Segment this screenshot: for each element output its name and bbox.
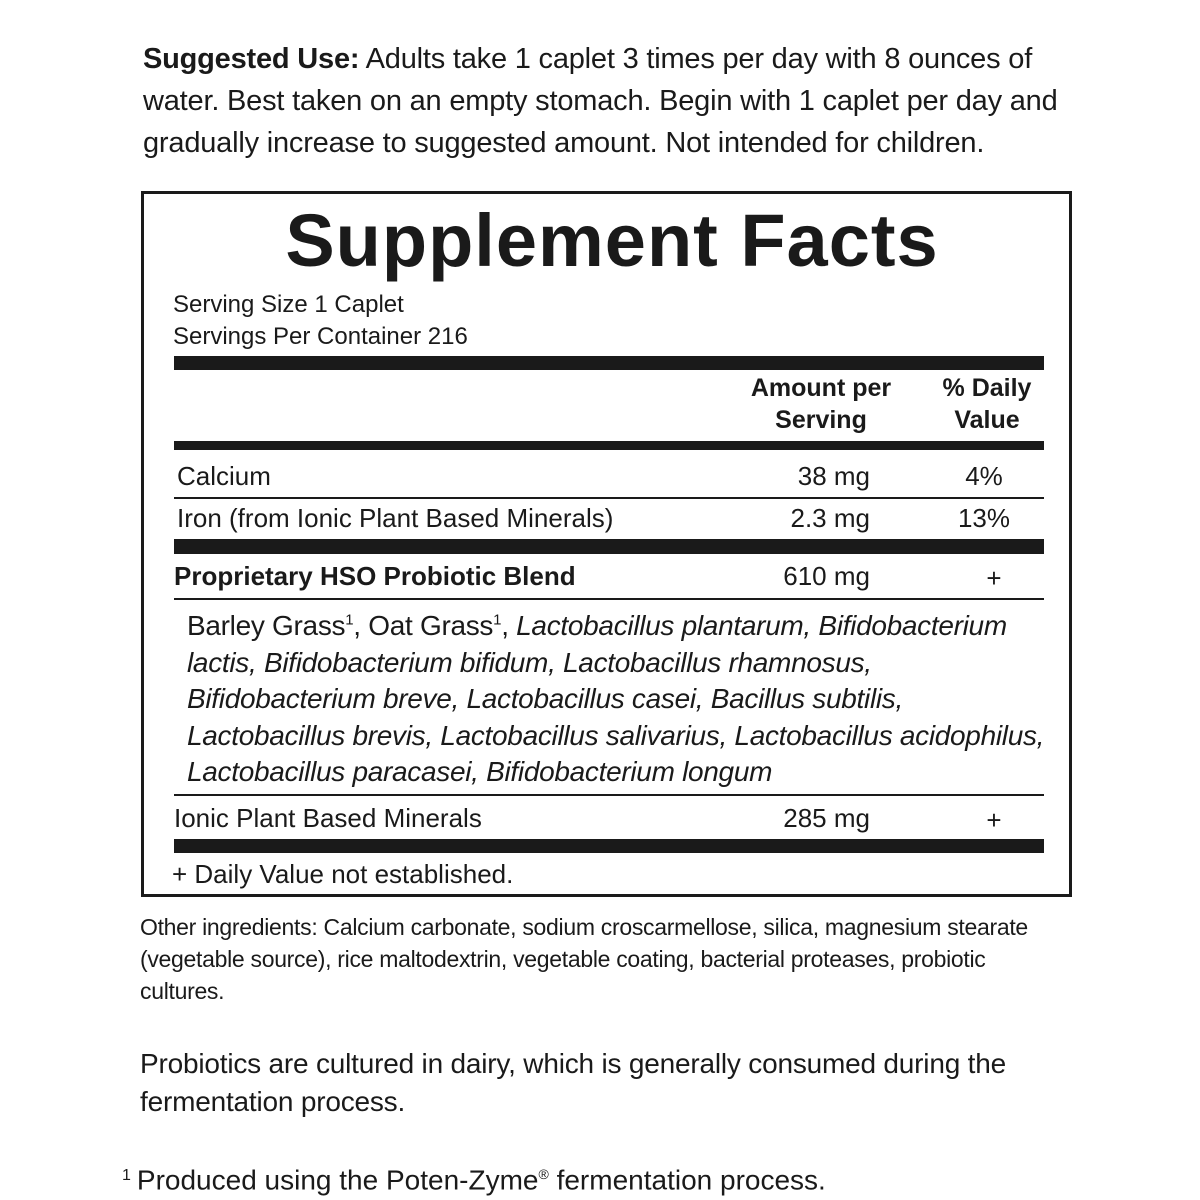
thick-divider (174, 839, 1044, 853)
footnote-text-before: Produced using the Poten-Zyme (136, 1164, 539, 1196)
barley-grass: Barley Grass (187, 610, 346, 641)
footnote-text-after: fermentation process. (548, 1164, 826, 1196)
footnote-ref: 1 (345, 611, 354, 629)
supplement-facts-panel (141, 191, 1072, 897)
suggested-use-text: Adults take 1 caplet 3 times per day with 8 ounces of water. Best taken on an empty stomach. Begin with 1 caplet per day and gradually increase to suggested amount. Not intended for children. (143, 43, 1058, 159)
registered-mark: ® (538, 1166, 549, 1182)
probiotics-note: Probiotics are cultured in dairy, which is generally consumed during the fermentation process. (140, 1048, 1006, 1117)
footnote-ref: 1 (493, 611, 502, 629)
nutrient-amount: 38 mg (797, 461, 870, 491)
other-ingredients: Other ingredients: Calcium carbonate, sodium croscarmellose, silica, magnesium stearate (vegetable source), rice maltodextrin, vegetable coating, bacterial proteases, probiotic cultures. (140, 914, 1028, 1004)
blend-dv: + (986, 563, 1002, 593)
footnote-mark: 1 (122, 1167, 131, 1184)
dv-header-line2: Value (954, 406, 1020, 434)
row-divider (174, 497, 1044, 499)
panel-title: Supplement Facts (285, 199, 939, 282)
nutrient-amount: 2.3 mg (790, 503, 870, 533)
blend-ingredients: Barley Grass$^1$, Oat Grass$^1$, Lactobacillus plantarum, Bifidobacterium lactis, Bifidobacterium bifidum, Lactobacillus rhamnosus, Bifidobacterium breve, Lactobacillus casei, Bacillus subtilis, Lactobacillus brevis, Lactobacillus salivarius, Lactobacillus acidophilus, Lactobacillus paracasei, Bifidobacterium longum (187, 610, 1045, 787)
minerals-dv: + (986, 805, 1002, 835)
footnote-1 (122, 1155, 1042, 1199)
amount-header-line2: Serving (775, 406, 867, 434)
row-divider (174, 598, 1044, 600)
serving-size: Serving Size 1 Caplet (173, 291, 404, 318)
suggested-use-label: Suggested Use: (143, 43, 360, 75)
header-divider (174, 441, 1044, 450)
oat-grass: Oat Grass (368, 610, 494, 641)
thick-divider (174, 539, 1044, 554)
suggested-use (143, 38, 1103, 164)
probiotic-species: Lactobacillus plantarum, Bifidobacterium lactis, Bifidobacterium bifidum, Lactobacillus rhamnosus, Bifidobacterium breve, Lactobacillus casei, Bacillus subtilis, Lactobacillus brevis, Lactobacillus salivarius, Lactobacillus acidophilus, Lactobacillus paracasei, Bifidobacterium longum (187, 610, 1045, 787)
minerals-amount: 285 mg (783, 803, 870, 833)
thick-divider (174, 356, 1044, 370)
blend-name: Proprietary HSO Probiotic Blend (174, 561, 576, 591)
nutrient-name: Iron (from Ionic Plant Based Minerals) (177, 503, 614, 533)
amount-header-line1: Amount per (750, 374, 892, 402)
minerals-name: Ionic Plant Based Minerals (174, 803, 482, 833)
daily-value-header (922, 372, 1052, 436)
servings-per-container: Servings Per Container 216 (173, 323, 468, 350)
blend-amount: 610 mg (783, 561, 870, 591)
amount-header (726, 372, 916, 436)
dv-header-line1: % Daily (942, 374, 1032, 402)
nutrient-dv: 4% (965, 461, 1003, 491)
row-divider (174, 794, 1044, 796)
nutrient-dv: 13% (957, 503, 1011, 533)
nutrient-name: Calcium (177, 461, 271, 491)
dv-footnote: + Daily Value not established. (172, 859, 514, 889)
